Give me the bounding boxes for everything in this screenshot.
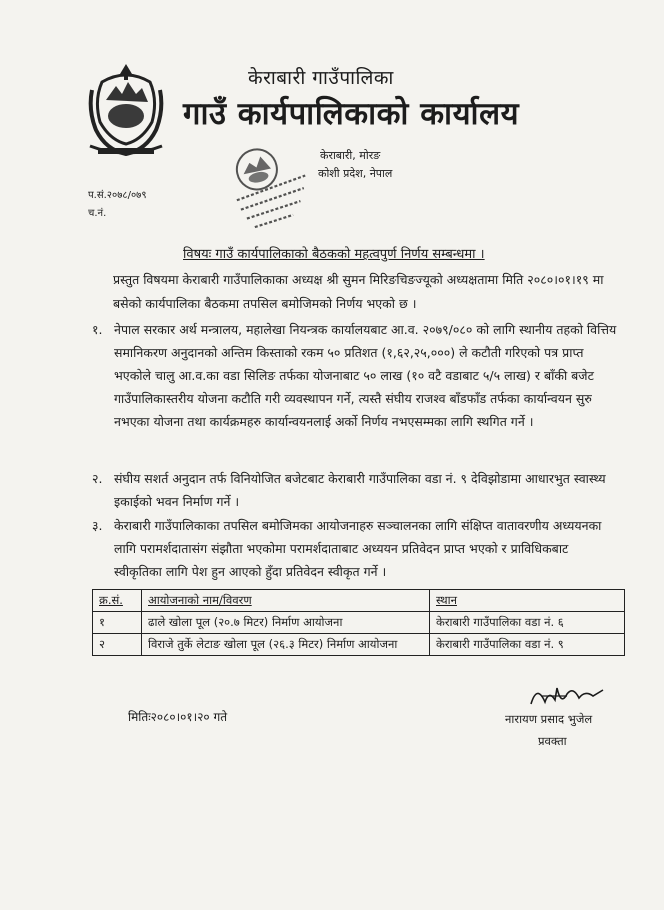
- cell-project-name: विराजे तुर्के लेटाङ खोला पूल (२६.३ मिटर) निर्माण आयोजना: [142, 634, 430, 656]
- table-row: [93, 634, 625, 656]
- signer-name: नारायण प्रसाद भुजेल: [505, 712, 593, 726]
- decision-text: केराबारी गाउँपालिकाका तपसिल बमोजिमका आयोजनाहरु सञ्चालनका लागि संक्षिप्त वातावरणीय अध्ययनका लागि परामर्शदातासंग संझौता भएकोमा परामर्शदाताबाट अध्ययन प्रतिवेदन प्राप्त भएको र प्राविधिकबाट स्वीकृतिका लागि पेश हुन आएको हुँदा प्रतिवेदन स्वीकृत गर्ने ।: [114, 518, 602, 579]
- office-name: गाउँ कार्यपालिकाको कार्यालय: [183, 96, 520, 132]
- project-table: [92, 589, 625, 656]
- intro-paragraph: प्रस्तुत विषयमा केराबारी गाउँपालिकाका अध्यक्ष श्री सुमन मिरिङचिङज्यूको अध्यक्षतामा मिति २०८०।०१।१९ मा बसेको कार्यपालिका बैठकमा तपसिल बमोजिमको निर्णय भएको छ ।: [113, 272, 604, 311]
- address-line-1: केराबारी, मोरङ: [320, 149, 381, 162]
- cell-location: केराबारी गाउँपालिका वडा नं. ६: [430, 612, 625, 634]
- cell-serial: २: [93, 634, 142, 656]
- decision-number: ३.: [92, 518, 103, 533]
- address-line-2: कोशी प्रदेश, नेपाल: [318, 167, 393, 180]
- table-row: [93, 612, 625, 634]
- decision-text: संघीय सशर्त अनुदान तर्फ विनियोजित बजेटबाट केराबारी गाउँपालिका वडा नं. ९ देविझोडामा आधारभुत स्वास्थ्य इकाईको भवन निर्माण गर्ने ।: [114, 471, 606, 509]
- subject-line: विषयः गाउँ कार्यपालिकाको बैठकको महत्वपुर्ण निर्णय सम्बन्धमा ।: [183, 247, 485, 262]
- nepal-emblem-icon: [82, 60, 170, 160]
- decision-number: १.: [92, 322, 103, 337]
- cell-serial: १: [93, 612, 142, 634]
- header-project-name: आयोजनाको नाम/विवरण: [142, 590, 430, 612]
- dispatch-number: च.नं.: [88, 208, 107, 219]
- header-location: स्थान: [430, 590, 625, 612]
- signer-title: प्रवक्ता: [538, 734, 567, 748]
- cell-location: केराबारी गाउँपालिका वडा नं. ९: [430, 634, 625, 656]
- header-serial: क्र.सं.: [93, 590, 142, 612]
- table-header-row: [93, 590, 625, 612]
- signature-icon: [527, 680, 607, 710]
- decision-number: २.: [92, 471, 103, 486]
- office-seal-icon: [220, 133, 320, 233]
- org-name: केराबारी गाउँपालिका: [248, 67, 394, 89]
- decision-text: नेपाल सरकार अर्थ मन्त्रालय, महालेखा नियन्त्रक कार्यालयबाट आ.व. २०७९/०८० को लागि स्थानीय तहको वित्तिय समानिकरण अनुदानको अन्तिम किस्ताको रकम ५० प्रतिशत (१,६२,२५,०००) ले कटौती गरिएको पत्र प्राप्त भएकोले चालु आ.व.का वडा सिलिङ तर्फका योजनाबाट ५० लाख (१० वटै वडाबाट ५/५ लाख) र बाँकी बजेट गाउँपालिकास्तरीय योजना कटौति गरी व्यवस्थापन गर्ने, त्यस्तै संघीय राजश्व बाँडफाँड तर्फका कार्यान्वयन सुरु नभएका योजना तथा कार्यक्रमहरु कार्यान्वयनलाई अर्को निर्णय नभएसम्मका लागि स्थगित गर्ने ।: [114, 322, 617, 429]
- reference-number: प.सं.२०७८/०७९: [88, 190, 147, 201]
- issue-date: मितिः२०८०।०१।२० गते: [128, 710, 228, 724]
- cell-project-name: ढाले खोला पूल (२०.७ मिटर) निर्माण आयोजना: [142, 612, 430, 634]
